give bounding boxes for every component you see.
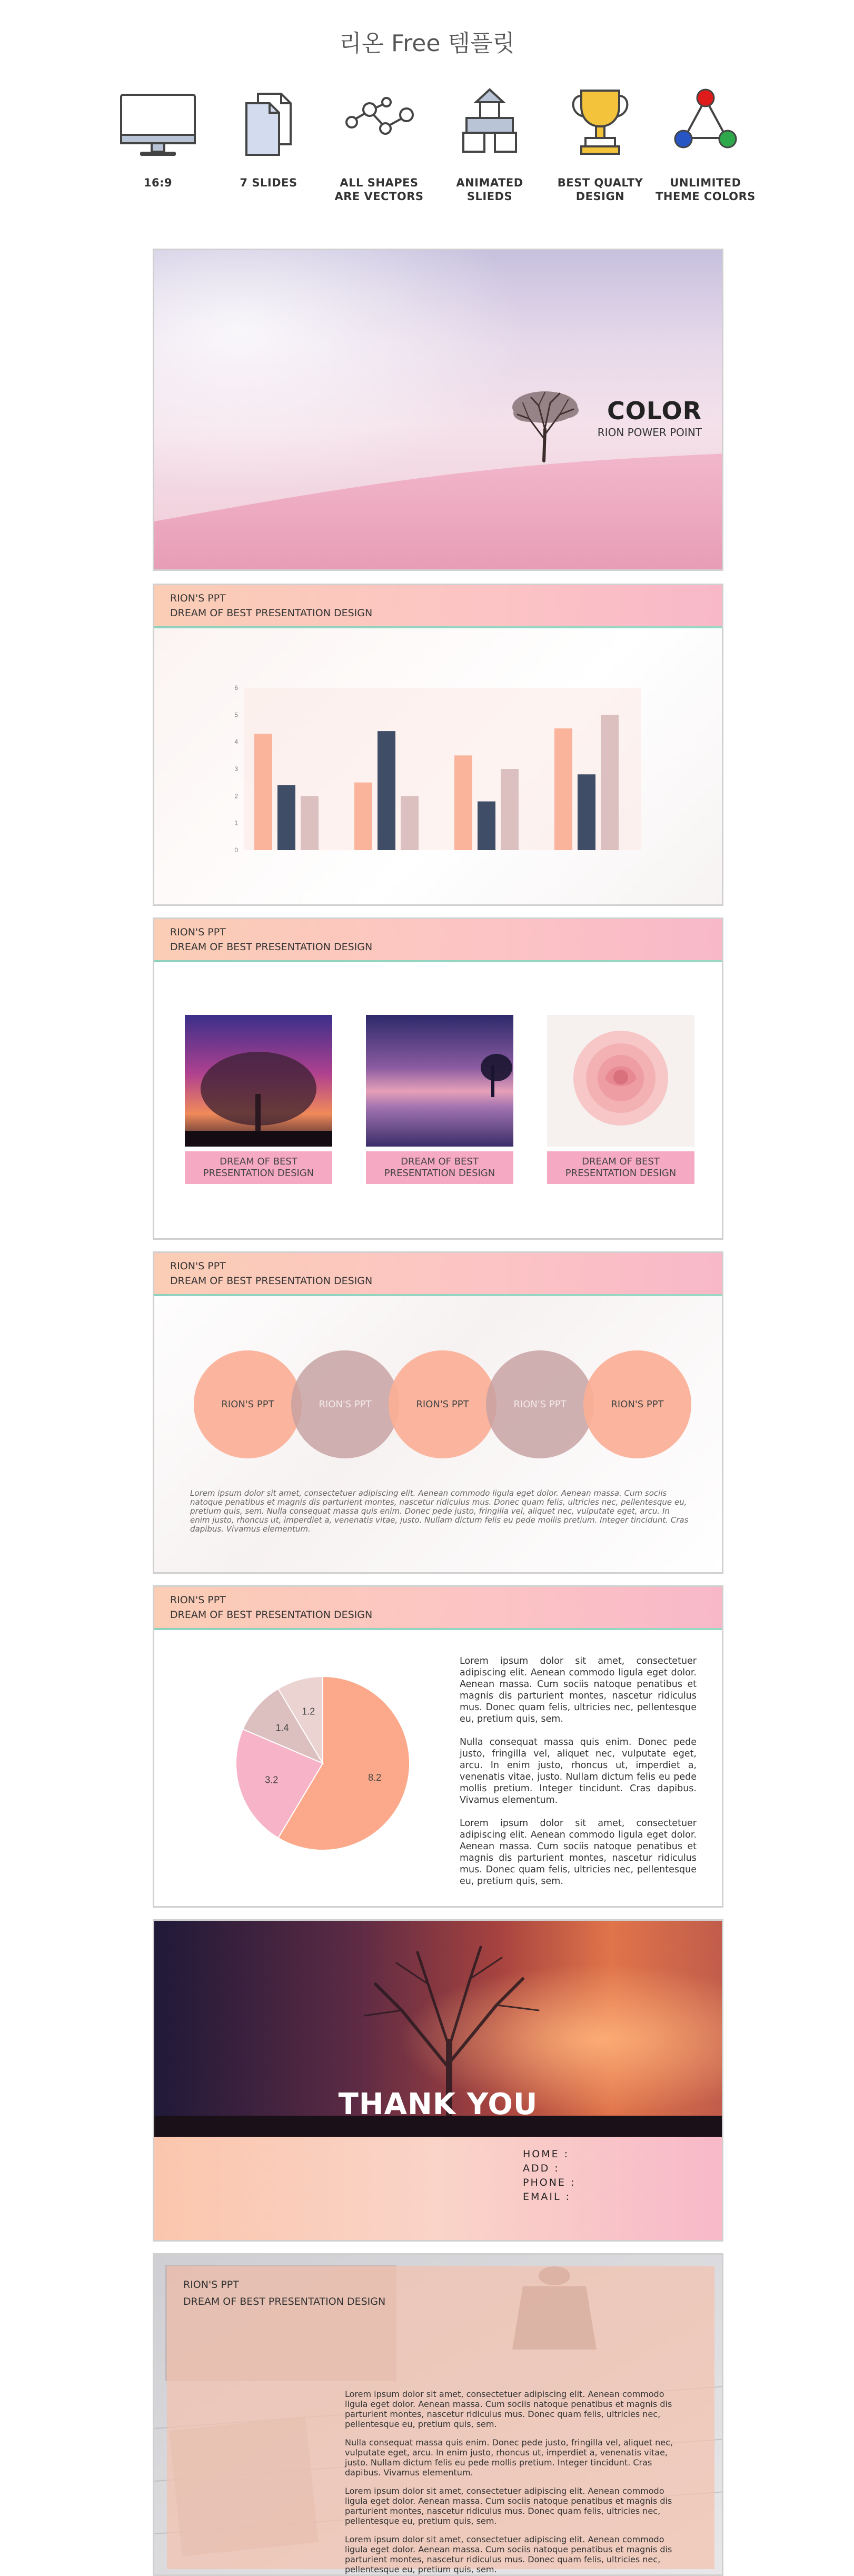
body-paragraph: Nulla consequat massa quis enim. Donec pede justo, fringilla vel, aliquet nec, vulputate eget, arcu. In enim justo, rhoncus ut, imperdiet a, venenatis vitae, justo. Nullam dictum felis eu pede mollis pretium. Integer tincidunt. Cras dapibus. Vivamus elementum. xyxy=(460,1737,697,1805)
photo-rose xyxy=(547,1015,694,1147)
thank-you-title: THANK YOU xyxy=(338,2087,538,2121)
bar xyxy=(254,734,272,850)
photo-caption: DREAM OF BEST PRESENTATION DESIGN xyxy=(185,1151,332,1184)
photo-lake-tree xyxy=(366,1015,513,1147)
contact-email-label: EMAIL : xyxy=(523,2191,571,2203)
pie-chart xyxy=(233,1674,412,1853)
feature-slides xyxy=(216,84,321,190)
slide-thank-you xyxy=(153,1919,723,2242)
slide-photos xyxy=(153,917,723,1240)
contact-band xyxy=(154,2137,722,2242)
feature-label: UNLIMITED THEME COLORS xyxy=(656,176,756,203)
pie-data-label: 1.4 xyxy=(275,1722,289,1733)
bar xyxy=(578,774,595,850)
contact-phone-label: PHONE : xyxy=(523,2177,576,2188)
bar xyxy=(354,783,372,850)
circle-item: RION'S PPT xyxy=(194,1350,302,1458)
slide-desk-text xyxy=(153,2253,723,2576)
header-subtitle: DREAM OF BEST PRESENTATION DESIGN xyxy=(170,941,373,953)
feature-label: 16:9 xyxy=(143,176,173,189)
feature-vectors xyxy=(326,84,432,203)
feature-16-9 xyxy=(105,84,211,190)
header-divider xyxy=(154,960,722,962)
contact-add-label: ADD : xyxy=(523,2163,560,2174)
header-title: RION'S PPT xyxy=(170,1594,226,1606)
y-tick-label: 5 xyxy=(234,711,238,719)
body-paragraph: Lorem ipsum dolor sit amet, consectetuer adipiscing elit. Aenean commodo ligula eget dolor. Aenean massa. Cum sociis natoque penatibus et magnis dis parturient montes, nascetur ridiculus mus. Donec quam felis, ultricies nec, pellentesque eu, pretium quis, sem. Nulla consequat massa quis enim. Donec pede justo, fringilla vel, aliquet nec, vulputate eget, arcu. In enim justo, rhoncus ut, imperdiet a, venenatis vitae, justo. Nullam dictum felis eu pede mollis pretium. Integer tincidunt. Cras dapibus. Vivamus elementum. xyxy=(190,1488,689,1534)
slide1-subtitle: RION POWER POINT xyxy=(597,426,702,439)
feature-label: ANIMATED SLIEDS xyxy=(456,176,523,203)
header-title: RION'S PPT xyxy=(170,926,226,938)
header-divider xyxy=(154,1628,722,1630)
body-paragraph: Nulla consequat massa quis enim. Donec pede justo, fringilla vel, aliquet nec, vulputate eget, arcu. In enim justo, rhoncus ut, imperdiet a, venenatis vitae, justo. Nullam dictum felis eu pede mollis pretium. Integer tincidunt. Cras dapibus. Vivamus elementum. xyxy=(345,2437,673,2478)
y-tick-label: 2 xyxy=(234,792,238,800)
slide1-title: COLOR xyxy=(607,397,702,425)
body-paragraph: Lorem ipsum dolor sit amet, consectetuer adipiscing elit. Aenean commodo ligula eget dolor. Aenean massa. Cum sociis natoque penatibus et magnis dis parturient montes, nascetur ridiculus mus. Donec quam felis, ultricies nec, pellentesque eu, pretium quis, sem. xyxy=(460,1656,697,1724)
text-column xyxy=(345,2389,687,2576)
header-divider xyxy=(154,1294,722,1296)
circle-item: RION'S PPT xyxy=(486,1350,594,1458)
vector-nodes-icon xyxy=(337,84,421,163)
text-column xyxy=(460,1655,697,1899)
feature-row xyxy=(105,84,756,216)
feature-label: 7 SLIDES xyxy=(240,176,297,189)
header-band xyxy=(154,1253,722,1294)
bar xyxy=(501,769,519,850)
header-subtitle: DREAM OF BEST PRESENTATION DESIGN xyxy=(170,1609,373,1621)
body-paragraph: Lorem ipsum dolor sit amet, consectetuer adipiscing elit. Aenean commodo ligula eget dolor. Aenean massa. Cum sociis natoque penatibus et magnis dis parturient montes, nascetur ridiculus mus. Donec quam felis, ultricies nec, pellentesque eu, pretium quis, sem. xyxy=(345,2486,672,2526)
bar xyxy=(277,785,295,850)
trophy-icon xyxy=(558,84,642,163)
header-title: RION'S PPT xyxy=(170,593,226,604)
header-band xyxy=(154,585,722,626)
feature-colors xyxy=(653,84,758,203)
photo-sunset-tree xyxy=(185,1015,332,1147)
slide-bar-chart xyxy=(153,584,723,906)
y-tick-label: 3 xyxy=(234,765,238,773)
bar xyxy=(478,802,495,850)
y-tick-label: 6 xyxy=(234,684,238,692)
circle-item: RION'S PPT xyxy=(583,1350,691,1458)
body-paragraph: Lorem ipsum dolor sit amet, consectetuer adipiscing elit. Aenean commodo ligula eget dolor. Aenean massa. Cum sociis natoque penatibus et magnis dis parturient montes, nascetur ridiculus mus. Donec quam felis, ultricies nec, pellentesque eu, pretium quis, sem. xyxy=(345,2534,672,2574)
bar xyxy=(301,796,319,850)
header-band xyxy=(154,1587,722,1628)
pie-data-label: 8.2 xyxy=(368,1772,382,1783)
photo-caption: DREAM OF BEST PRESENTATION DESIGN xyxy=(366,1151,513,1184)
photo-caption: DREAM OF BEST PRESENTATION DESIGN xyxy=(547,1151,694,1184)
bar-chart xyxy=(225,683,647,856)
slide-pie-chart xyxy=(153,1585,723,1908)
feature-quality xyxy=(548,84,653,203)
bar xyxy=(454,755,472,850)
header-subtitle: DREAM OF BEST PRESENTATION DESIGN xyxy=(170,607,373,619)
feature-animated xyxy=(437,84,542,203)
contact-info xyxy=(523,2147,575,2204)
bar xyxy=(601,715,619,850)
y-tick-label: 4 xyxy=(234,738,238,746)
pie-data-label: 1.2 xyxy=(302,1706,315,1717)
circle-item: RION'S PPT xyxy=(389,1350,496,1458)
feature-label: BEST QUALTY DESIGN xyxy=(557,176,643,203)
feature-label: ALL SHAPES ARE VECTORS xyxy=(334,176,424,203)
blocks-icon xyxy=(448,84,532,163)
body-paragraph: Lorem ipsum dolor sit amet, consectetuer adipiscing elit. Aenean commodo ligula eget dolor. Aenean massa. Cum sociis natoque penatibus et magnis dis parturient montes, nascetur ridiculus mus. Donec quam felis, ultricies nec, pellentesque eu, pretium quis, sem. xyxy=(460,1818,697,1887)
header-title: RION'S PPT xyxy=(170,1260,226,1272)
header-divider xyxy=(154,626,722,628)
body-paragraph: Lorem ipsum dolor sit amet, consectetuer adipiscing elit. Aenean commodo ligula eget dolor. Aenean massa. Cum sociis natoque penatibus et magnis dis parturient montes, nascetur ridiculus mus. Donec quam felis, ultricies nec, pellentesque eu, pretium quis, sem. xyxy=(345,2389,672,2429)
slide-circles xyxy=(153,1251,723,1574)
documents-icon xyxy=(226,84,311,163)
header-title: RION'S PPT xyxy=(183,2279,239,2291)
y-tick-label: 1 xyxy=(234,819,238,827)
bar xyxy=(378,731,395,850)
bar xyxy=(554,728,572,850)
header-subtitle: DREAM OF BEST PRESENTATION DESIGN xyxy=(183,2296,386,2307)
header-subtitle: DREAM OF BEST PRESENTATION DESIGN xyxy=(170,1275,373,1287)
y-tick-label: 0 xyxy=(234,846,238,854)
contact-home-label: HOME : xyxy=(523,2148,570,2160)
pie-data-label: 3.2 xyxy=(265,1774,279,1785)
monitor-icon xyxy=(116,84,200,163)
circle-item: RION'S PPT xyxy=(291,1350,399,1458)
slide-title xyxy=(153,249,723,571)
color-triangle-icon xyxy=(663,84,748,163)
page-title: 리온 Free 템플릿 xyxy=(339,30,515,57)
header-band xyxy=(154,919,722,960)
bar xyxy=(401,796,419,850)
